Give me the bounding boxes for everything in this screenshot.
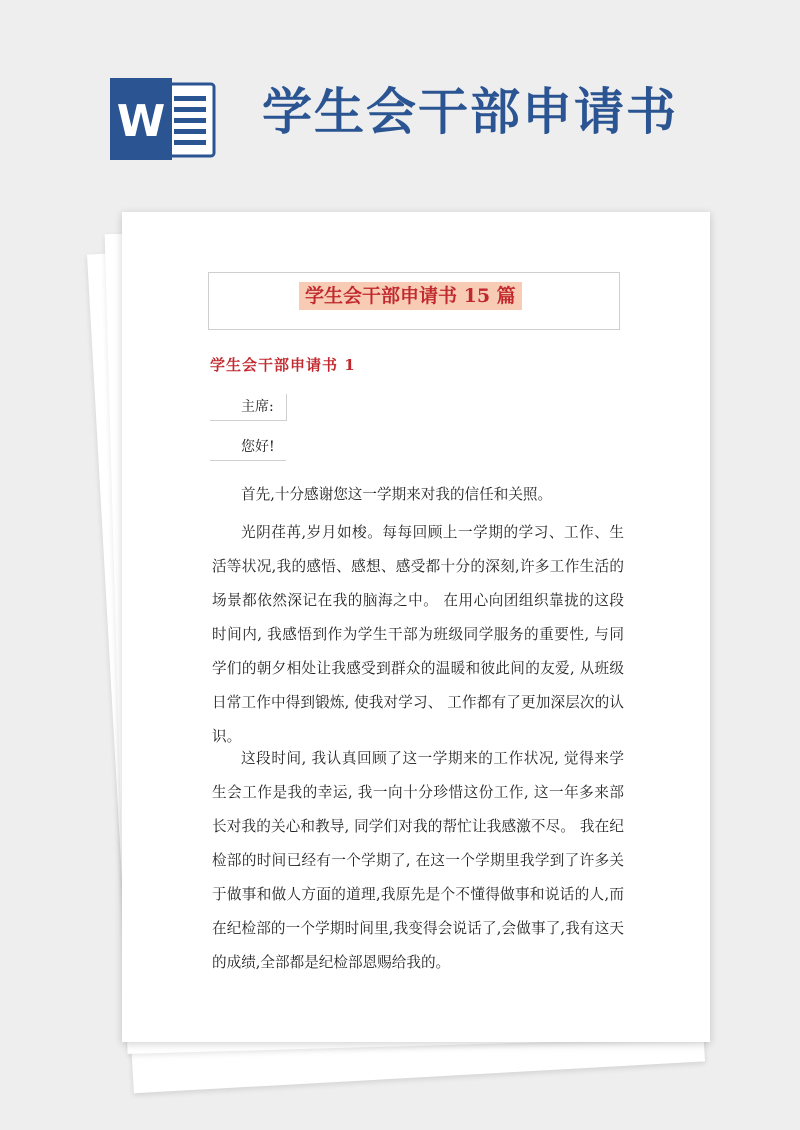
section-heading: 学生会干部申请书 1 (210, 356, 356, 374)
salutation-text: 主席: (241, 399, 274, 415)
header-banner (0, 0, 800, 210)
body-paragraph: 光阴荏苒,岁月如梭。每每回顾上一学期的学习、工作、生活等状况,我的感悟、感想、感受都十分的深刻,许多工作生活的场景都依然深记在我的脑海之中。 在用心向团组织靠拢的这段时间内, 我感悟到作为学生干部为班级同学服务的重要性, 与同学们的朝夕相处让我感受到群众的温暖和彼此间的友爱, 从班级日常工作中得到锻炼, 使我对学习、 工作都有了更加深层次的认识。 (212, 524, 624, 745)
greeting-line (210, 434, 286, 461)
word-document-icon (110, 78, 218, 160)
page-title: 学生会干部申请书 (262, 83, 678, 141)
salutation-line (210, 394, 287, 421)
word-icon-letter: W (116, 96, 166, 147)
body-paragraph: 这段时间, 我认真回顾了这一学期来的工作状况, 觉得来学生会工作是我的幸运, 我一向十分珍惜这份工作, 这一年多来部长对我的关心和教导, 同学们对我的帮忙让我感激不尽。 我在纪检部的时间已经有一个学期了, 在这一个学期里我学到了许多关于做事和做人方面的道理,我原先是个不懂得做事和说话的人,而在纪检部的一个学期时间里,我变得会说话了,会做事了,我有这天的成绩,全部都是纪检部恩赐给我的。 (212, 750, 624, 971)
document-title-box (208, 272, 620, 330)
body-paragraph: 首先,十分感谢您这一学期来对我的信任和关照。 (241, 486, 553, 503)
document-page (122, 212, 710, 1042)
greeting-text: 您好! (241, 439, 275, 455)
document-title: 学生会干部申请书 15 篇 (299, 282, 522, 310)
